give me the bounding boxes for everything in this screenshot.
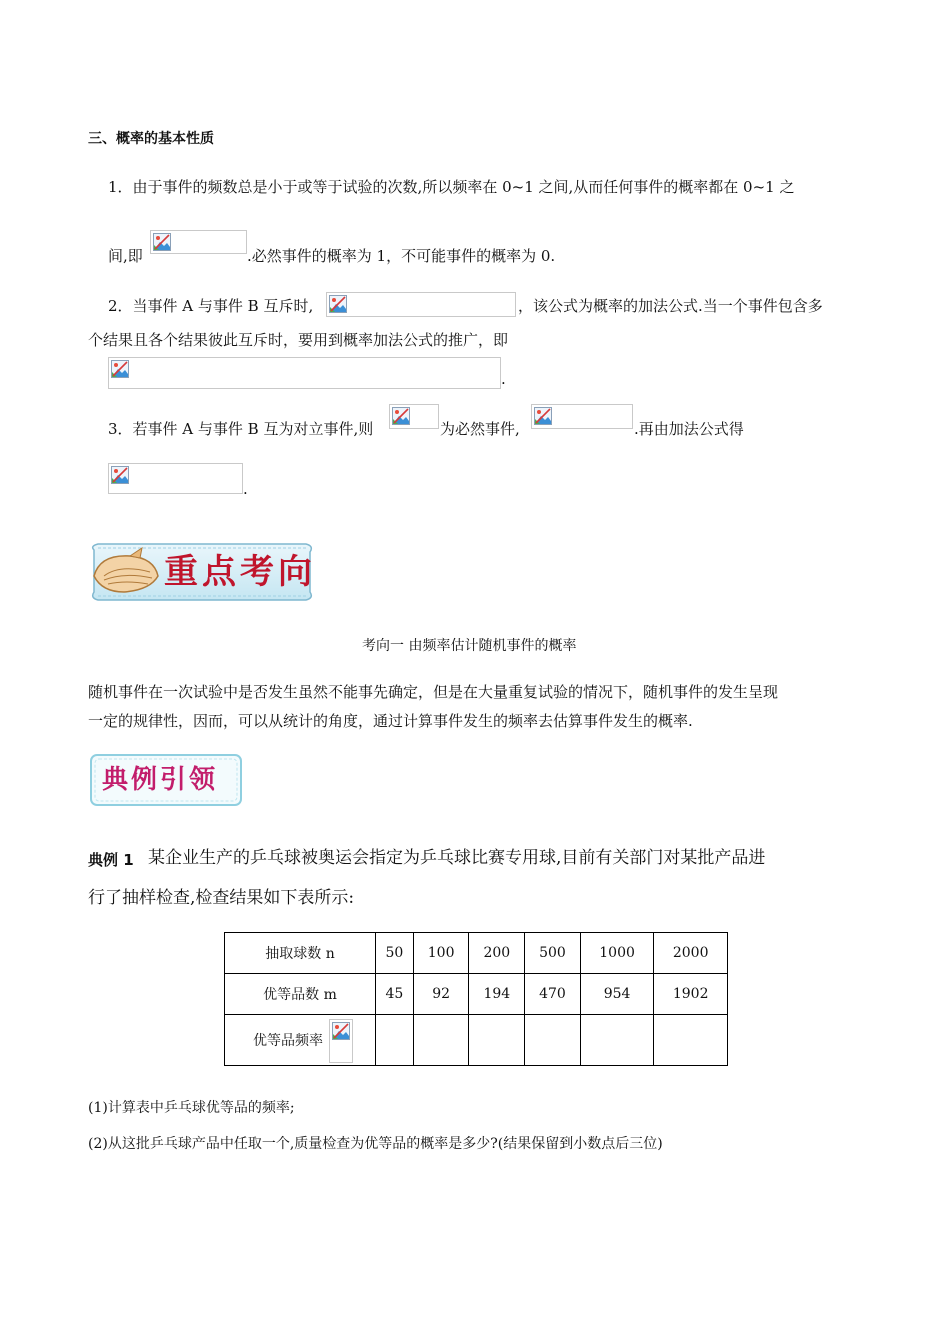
example-line2: 行了抽样检查,检查结果如下表所示: (88, 888, 355, 908)
formula-image (150, 230, 247, 254)
broken-image-icon (392, 407, 410, 425)
table-cell: 954 (580, 974, 654, 1015)
question-2: (2)从这批乒乓球产品中任取一个,质量检查为优等品的概率是多少?(结果保留到小数点后三位) (88, 1136, 663, 1152)
table-cell: 1000 (580, 933, 654, 974)
item3-post: .再由加法公式得 (634, 420, 744, 438)
table-cell: 194 (469, 974, 525, 1015)
table-cell (413, 1015, 469, 1066)
table-cell (525, 1015, 581, 1066)
table-cell: 2000 (654, 933, 728, 974)
table-row (225, 933, 728, 974)
table-cell (376, 1015, 414, 1066)
item2-line2: 个结果且各个结果彼此互斥时，要用到概率加法公式的推广，即 (88, 331, 509, 349)
item2-line3-post: . (501, 370, 506, 388)
table-cell: 200 (469, 933, 525, 974)
key-direction-banner (88, 540, 316, 604)
table-cell: 92 (413, 974, 469, 1015)
row-label: 优等品数 m (225, 974, 376, 1015)
broken-image-icon (111, 466, 129, 484)
table-row (225, 974, 728, 1015)
table-row (225, 1015, 728, 1066)
broken-image-icon (153, 233, 171, 251)
table-cell (654, 1015, 728, 1066)
direction-para-line1: 随机事件在一次试验中是否发生虽然不能事先确定，但是在大量重复试验的情况下，随机事件的发生呈现 (88, 683, 779, 701)
example-banner (88, 752, 244, 808)
table-cell: 470 (525, 974, 581, 1015)
section-heading: 三、概率的基本性质 (88, 131, 214, 147)
sample-table (224, 932, 728, 1066)
item3-pre: 3．若事件 A 与事件 B 互为对立事件,则 (108, 420, 374, 438)
item2-pre: 2．当事件 A 与事件 B 互斥时, (108, 297, 314, 315)
item3-mid: 为必然事件, (440, 420, 520, 438)
fraction-image (329, 1019, 353, 1063)
example-label: 典例 1 (88, 851, 134, 869)
example-line1: 某企业生产的乒乓球被奥运会指定为乒乓球比赛专用球,目前有关部门对某批产品进 (148, 848, 766, 868)
formula-image (389, 404, 439, 429)
formula-image (108, 357, 501, 389)
item3-line2-post: . (243, 480, 248, 498)
formula-image (531, 404, 633, 429)
shell-icon (90, 546, 162, 600)
banner-title: 典例引领 (102, 765, 219, 795)
row-label: 抽取球数 n (225, 933, 376, 974)
item2-post: ，该公式为概率的加法公式.当一个事件包含多 (518, 297, 823, 315)
table-cell: 100 (413, 933, 469, 974)
table-cell: 50 (376, 933, 414, 974)
item1-line1: 1．由于事件的频数总是小于或等于试验的次数,所以频率在 0~1 之间,从而任何事件的概率都在 0~1 之 (108, 178, 795, 196)
formula-image (326, 292, 516, 317)
row-label: 优等品频率 (253, 1033, 323, 1049)
broken-image-icon (534, 407, 552, 425)
item1-line2-pre: 间,即 (108, 247, 143, 265)
question-1: (1)计算表中乒乓球优等品的频率; (88, 1100, 295, 1116)
table-cell (469, 1015, 525, 1066)
broken-image-icon (332, 1022, 350, 1040)
table-cell: 45 (376, 974, 414, 1015)
row-label-cell (225, 1015, 376, 1066)
broken-image-icon (111, 360, 129, 378)
formula-image (108, 463, 243, 494)
direction-para-line2: 一定的规律性，因而，可以从统计的角度，通过计算事件发生的频率去估算事件发生的概率. (88, 712, 693, 730)
item1-line2-post: .必然事件的概率为 1，不可能事件的概率为 0. (247, 247, 556, 265)
table-cell: 1902 (654, 974, 728, 1015)
banner-title: 重点考向 (164, 552, 316, 592)
broken-image-icon (329, 295, 347, 313)
direction-title: 考向一 由频率估计随机事件的概率 (362, 638, 577, 654)
table-cell: 500 (525, 933, 581, 974)
table-cell (580, 1015, 654, 1066)
